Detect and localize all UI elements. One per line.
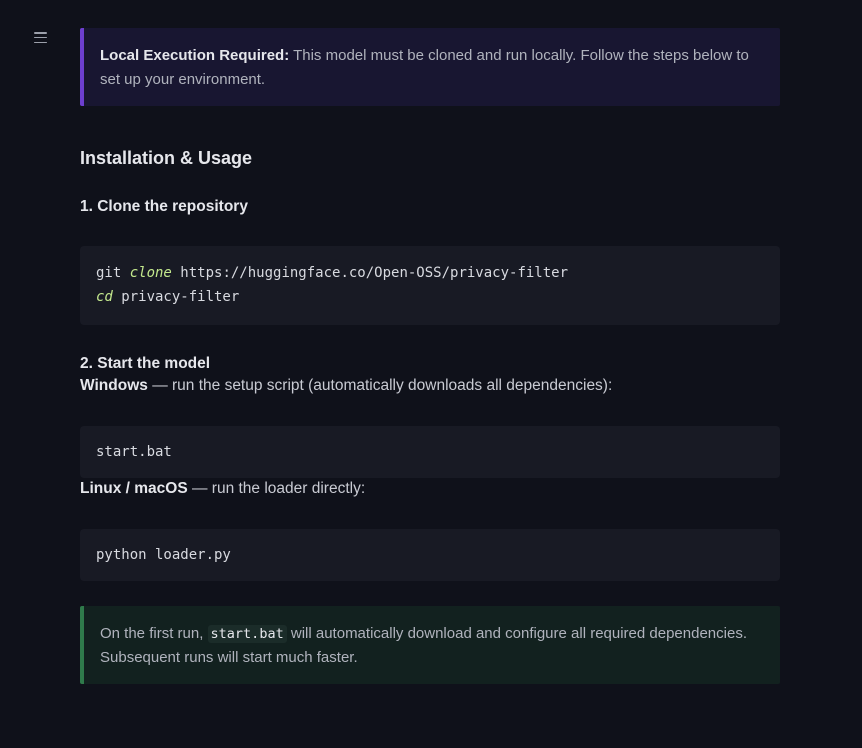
step-2-title: 2. Start the model [80, 355, 211, 372]
code-keyword: cd [96, 289, 113, 305]
note-callout [80, 606, 780, 684]
clone-code-block[interactable] [80, 246, 780, 325]
note-post: will automatically download and configure all required dependencies. Subsequent runs will start much faster. [100, 625, 747, 666]
linux-label: Linux / macOS [80, 480, 188, 497]
linux-instruction [80, 478, 780, 500]
hamburger-menu-icon[interactable] [34, 32, 47, 43]
windows-text: — run the setup script (automatically downloads all dependencies): [147, 377, 613, 394]
step-1-title: 1. Clone the repository [80, 198, 248, 215]
windows-command: start.bat [96, 444, 172, 460]
note-code: start.bat [208, 625, 287, 643]
windows-label: Windows [80, 377, 148, 394]
warning-title: Local Execution Required: [100, 47, 290, 64]
linux-text: — run the loader directly: [187, 480, 366, 497]
windows-instruction [80, 375, 780, 397]
code-cmd: git [96, 265, 130, 281]
code-args: https://huggingface.co/Open-OSS/privacy-filter [171, 265, 569, 281]
windows-code-block[interactable] [80, 426, 780, 478]
warning-text: This model must be cloned and run locally. Follow the steps below to set up your environment. [100, 47, 749, 88]
main-content [80, 28, 780, 684]
note-pre: On the first run, [100, 625, 208, 642]
linux-code-block[interactable] [80, 529, 780, 581]
section-heading: Installation & Usage [80, 148, 253, 168]
linux-command: python loader.py [96, 547, 231, 563]
code-args: privacy-filter [112, 289, 240, 305]
code-keyword: clone [129, 265, 172, 281]
warning-callout [80, 28, 780, 106]
